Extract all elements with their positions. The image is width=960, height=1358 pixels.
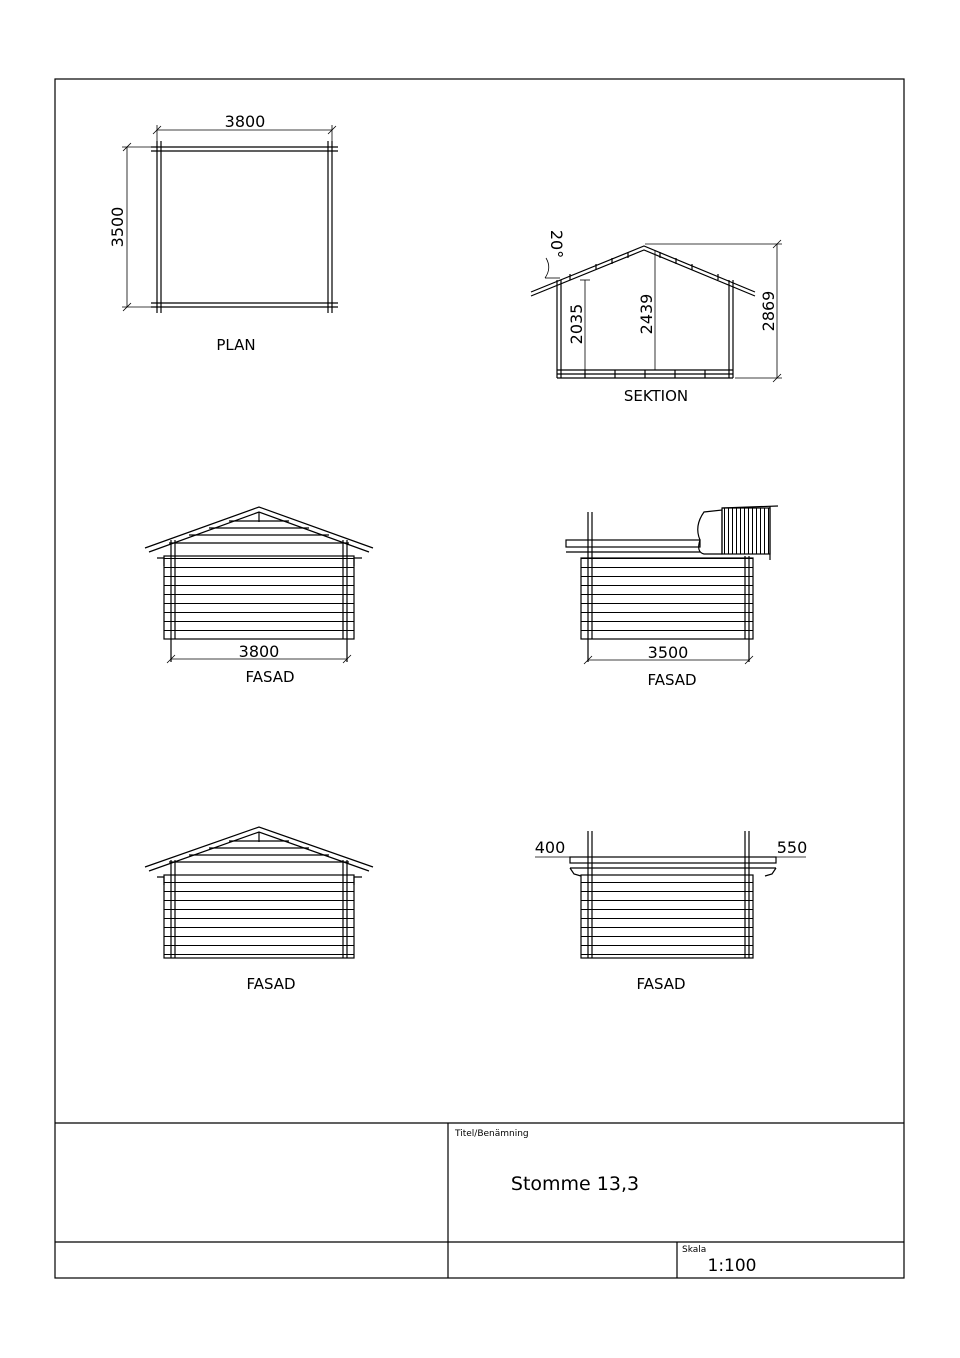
facade-side-left-caption: FASAD (636, 975, 686, 993)
title-value: Stomme 13,3 (510, 1173, 640, 1195)
facade-front-caption: FASAD (245, 668, 295, 686)
title-block (55, 1123, 904, 1278)
facade-side-left-overhang-left: 400 (534, 838, 566, 857)
facade-side-left-overhang-right: 550 (776, 838, 808, 857)
plan-view (122, 125, 338, 313)
plan-caption: PLAN (216, 336, 256, 354)
section-total-height: 2869 (759, 290, 778, 332)
facade-side-right-caption: FASAD (647, 671, 697, 689)
facade-back-view (145, 827, 373, 958)
scale-label: Skala (682, 1245, 707, 1255)
section-angle: 20° (547, 229, 566, 259)
facade-front-view (145, 507, 373, 663)
title-label: Titel/Benämning (455, 1129, 529, 1139)
plan-width-dim: 3800 (224, 112, 266, 131)
facade-side-right-dim: 3500 (647, 643, 689, 662)
section-caption: SEKTION (623, 387, 689, 405)
section-wall-height: 2035 (567, 303, 586, 345)
facade-side-left-view (535, 831, 806, 958)
section-inner-height: 2439 (637, 293, 656, 335)
scale-value: 1:100 (707, 1256, 757, 1276)
facade-front-dim: 3800 (238, 642, 280, 661)
facade-back-caption: FASAD (246, 975, 296, 993)
plan-depth-dim: 3500 (108, 206, 127, 248)
facade-side-right-view (566, 506, 778, 664)
